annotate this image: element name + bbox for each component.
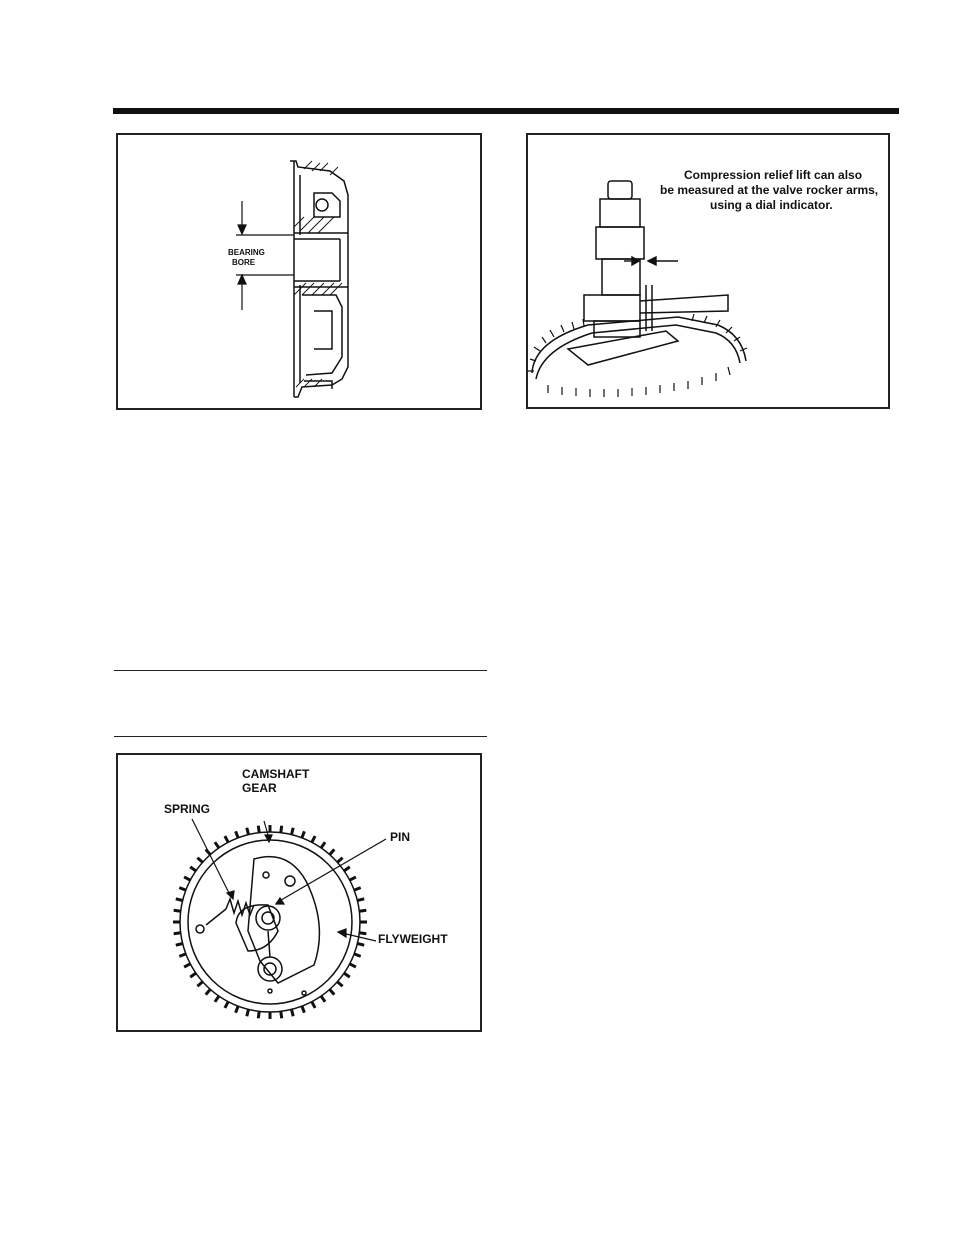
gear-tooth <box>174 933 181 934</box>
gear-tooth <box>215 996 219 1002</box>
gear-tooth <box>184 877 190 880</box>
gear-tooth <box>292 828 294 835</box>
gear-tooth <box>350 877 356 880</box>
gear-tooth <box>357 944 364 946</box>
compression-relief-figure <box>526 133 890 409</box>
header-rule <box>113 108 899 114</box>
camshaft-gear-label-line1: CAMSHAFT <box>242 767 310 781</box>
gear-tooth <box>190 867 196 871</box>
gear-tooth <box>236 831 239 838</box>
gear-tooth <box>179 888 186 891</box>
gear-tooth <box>258 826 259 833</box>
gear-tooth <box>321 996 325 1002</box>
gear-tooth <box>292 1009 294 1016</box>
compression-caption-line2: be measured at the valve rocker arms, <box>660 183 879 197</box>
gear-tooth <box>225 836 228 842</box>
gear-tooth <box>197 858 202 863</box>
gear-tooth <box>321 842 325 848</box>
bearing-bore-label-line1: BEARING <box>228 248 265 257</box>
bearing-bore-label-line2: BORE <box>232 258 256 267</box>
gear-tooth <box>215 842 219 848</box>
compression-caption-line3: using a dial indicator. <box>710 198 833 212</box>
section-rule-bottom <box>114 736 487 737</box>
pin-label: PIN <box>390 830 411 844</box>
gear-tooth <box>176 899 183 901</box>
camshaft-gear-label-line2: GEAR <box>242 781 277 795</box>
gear-tooth <box>281 1011 282 1018</box>
bearing-bore-figure <box>116 133 482 410</box>
gear-tooth <box>206 989 211 994</box>
camshaft-gear-figure <box>116 753 482 1032</box>
gear-tooth <box>225 1002 228 1008</box>
gear-tooth <box>174 910 181 911</box>
spring-label: SPRING <box>164 802 211 816</box>
gear-tooth <box>190 973 196 977</box>
gear-tooth <box>176 944 183 946</box>
gear-tooth <box>258 1011 259 1018</box>
gear-tooth <box>357 899 364 901</box>
gear-tooth <box>184 964 190 967</box>
gear-tooth <box>330 989 335 994</box>
gear-tooth <box>302 1006 305 1013</box>
gear-tooth <box>247 828 249 835</box>
camshaft-gear-drawing <box>118 755 480 1030</box>
gear-tooth <box>236 1006 239 1013</box>
gear-tooth <box>344 973 350 977</box>
gear-tooth <box>337 858 342 863</box>
gear-tooth <box>330 849 335 854</box>
gear-tooth <box>247 1009 249 1016</box>
compression-caption-line1: Compression relief lift can also <box>684 168 863 182</box>
gear-tooth <box>312 836 315 842</box>
gear-tooth <box>359 910 366 911</box>
gear-tooth <box>312 1002 315 1008</box>
gear-tooth <box>359 933 366 934</box>
gear-tooth <box>337 982 342 987</box>
gear-tooth <box>350 964 356 967</box>
gear-tooth <box>354 888 361 891</box>
gear-tooth <box>197 982 202 987</box>
gear-tooth <box>344 867 350 871</box>
section-rule-top <box>114 670 487 671</box>
gear-tooth <box>302 831 305 838</box>
gear-tooth <box>179 954 186 957</box>
gear-tooth <box>354 954 361 957</box>
flyweight-label: FLYWEIGHT <box>378 932 448 946</box>
gear-tooth <box>281 826 282 833</box>
bearing-bore-drawing <box>118 135 480 408</box>
